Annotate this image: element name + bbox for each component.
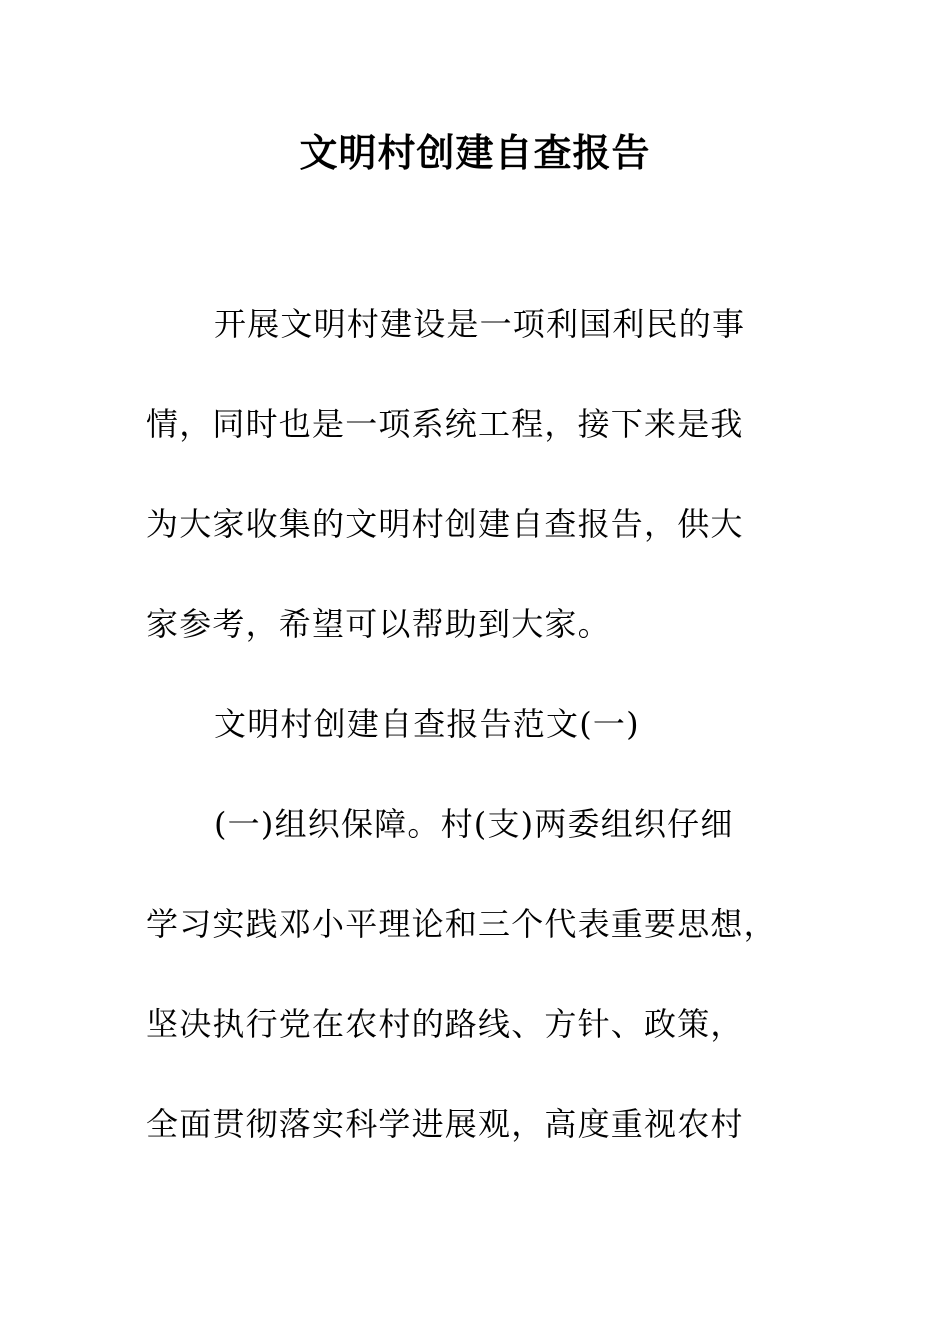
paragraph-body-line-4: 全面贯彻落实科学进展观，高度重视农村 — [146, 1105, 744, 1143]
section-heading: 文明村创建自查报告范文(一) — [214, 705, 640, 743]
paragraph-intro-line-4: 家参考，希望可以帮助到大家。 — [146, 605, 611, 643]
paragraph-intro-line-1: 开展文明村建设是一项利国利民的事 — [214, 305, 746, 343]
paragraph-intro-line-3: 为大家收集的文明村创建自查报告，供大 — [146, 505, 744, 543]
paragraph-body-line-1: (一)组织保障。村(支)两委组织仔细 — [214, 805, 734, 843]
document-title: 文明村创建自查报告 — [299, 131, 651, 175]
paragraph-body-line-2: 学习实践邓小平理论和三个代表重要思想， — [146, 905, 777, 943]
paragraph-intro-line-2: 情，同时也是一项系统工程，接下来是我 — [146, 405, 744, 443]
paragraph-body-line-3: 坚决执行党在农村的路线、方针、政策， — [146, 1005, 744, 1043]
